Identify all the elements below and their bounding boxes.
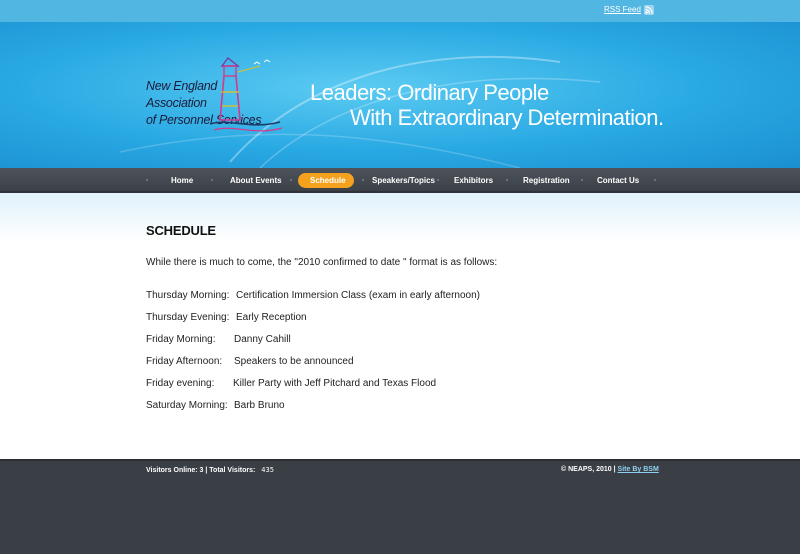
nav-separator <box>211 179 213 181</box>
site-by-link[interactable]: Site By BSM <box>617 466 659 473</box>
page-title: SCHEDULE <box>146 223 216 238</box>
schedule-row <box>146 400 285 411</box>
footer <box>0 459 800 554</box>
schedule-time: Friday evening: <box>146 378 215 389</box>
schedule-row <box>146 378 437 389</box>
nav-item-registration[interactable]: Registration <box>523 176 570 185</box>
nav-separator <box>290 179 292 181</box>
visitors-count: 435 <box>261 466 274 474</box>
nav-separator <box>654 179 656 181</box>
copyright <box>561 466 659 473</box>
schedule-time: Thursday Evening: <box>146 312 230 323</box>
schedule-event: Early Reception <box>236 312 307 323</box>
nav-item-speakers-topics[interactable]: Speakers/Topics <box>372 176 435 185</box>
schedule-row <box>146 356 354 367</box>
schedule-event: Certification Immersion Class (exam in early afternoon) <box>236 290 480 301</box>
schedule-event: Killer Party with Jeff Pitchard and Texas Flood <box>233 378 437 389</box>
schedule-time: Friday Morning: <box>146 334 216 345</box>
nav-item-exhibitors[interactable]: Exhibitors <box>454 176 494 185</box>
nav-item-contact-us[interactable]: Contact Us <box>597 176 640 185</box>
schedule-event: Danny Cahill <box>234 334 291 345</box>
logo-line-1: New England <box>146 79 218 93</box>
visitor-stats <box>146 466 274 474</box>
schedule-row <box>146 290 480 301</box>
visitors-label: Visitors Online: 3 | Total Visitors: <box>146 467 256 474</box>
nav-separator <box>362 179 364 181</box>
tagline-line-1: Leaders: Ordinary People <box>310 80 549 105</box>
schedule-event: Speakers to be announced <box>234 356 354 367</box>
schedule-time: Thursday Morning: <box>146 290 230 301</box>
tagline-line-2: With Extraordinary Determination. <box>350 105 664 130</box>
schedule-time: Saturday Morning: <box>146 400 228 411</box>
nav-item-schedule[interactable]: Schedule <box>310 176 346 185</box>
nav-separator <box>437 179 439 181</box>
logo-line-3: of Personnel Services <box>146 113 262 127</box>
intro-text: While there is much to come, the "2010 confirmed to date " format is as follows: <box>146 257 498 268</box>
logo-line-2: Association <box>146 96 207 110</box>
schedule-row <box>146 334 291 345</box>
rss-icon[interactable] <box>644 5 654 15</box>
copyright-text: © NEAPS, 2010 | <box>561 466 616 473</box>
nav-item-home[interactable]: Home <box>171 176 194 185</box>
schedule-event: Barb Bruno <box>234 400 285 411</box>
nav-separator <box>146 179 148 181</box>
top-bar <box>0 0 800 22</box>
main-content <box>0 193 800 459</box>
nav-item-about-events[interactable]: About Events <box>230 176 282 185</box>
schedule-time: Friday Afternoon: <box>146 356 223 367</box>
lighthouse-icon <box>210 52 290 152</box>
nav-separator <box>581 179 583 181</box>
header-banner <box>0 22 800 168</box>
nav-separator <box>506 179 508 181</box>
schedule-row <box>146 312 307 323</box>
rss-feed-link[interactable]: RSS Feed <box>604 5 641 14</box>
